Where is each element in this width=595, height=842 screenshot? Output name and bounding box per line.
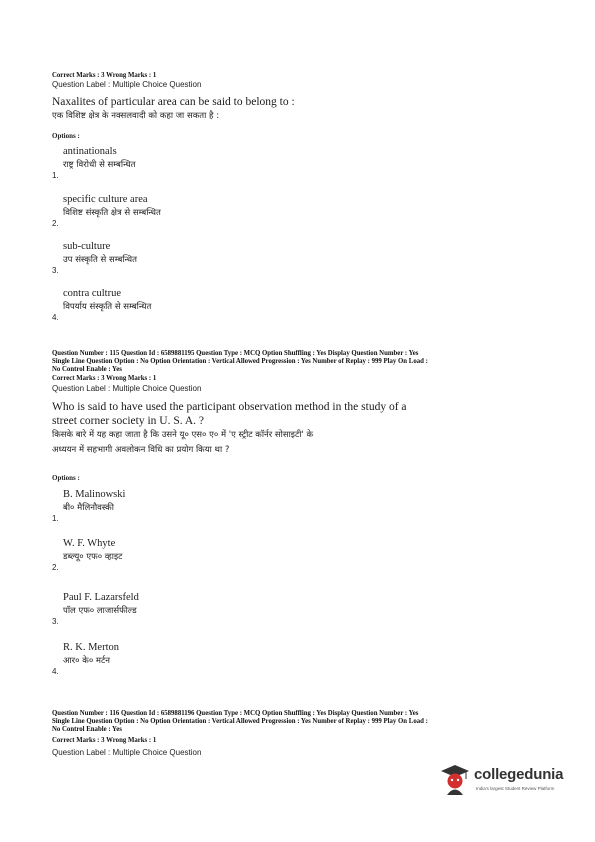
option-text-en: specific culture area — [63, 194, 148, 205]
q114-option-4 — [52, 287, 452, 323]
option-text-en: antinationals — [63, 146, 117, 157]
q115-meta-line-3: No Control Enable : Yes — [52, 366, 122, 373]
option-text-hi: विशिष्ट संस्कृति क्षेत्र से सम्बन्धित — [63, 208, 161, 218]
q115-marks: Correct Marks : 3 Wrong Marks : 1 — [52, 375, 157, 382]
q114-option-2 — [52, 193, 452, 229]
option-text-hi: आर० के० मर्टन — [63, 656, 111, 666]
q116-meta-line-2: Single Line Question Option : No Option Orientation : Vertical Allowed Progression : Yes Number of Replay : 999 Play On Load : — [52, 718, 428, 725]
q116-meta-line-1: Question Number : 116 Question Id : 6589881196 Question Type : MCQ Option Shuffling : Yes Display Question Number : Yes — [52, 710, 419, 717]
option-text-en: R. K. Merton — [63, 642, 119, 653]
collegedunia-logo — [438, 762, 573, 804]
q114-label: Question Label : Multiple Choice Question — [52, 80, 202, 89]
q114-option-3 — [52, 240, 452, 276]
option-number: 3. — [52, 266, 59, 275]
option-number: 3. — [52, 617, 59, 626]
option-text-hi: बी० मैलिनौवस्की — [63, 503, 114, 513]
option-text-hi: पॉल एफ० लाजार्सफील्ड — [63, 606, 137, 616]
option-text-hi: डब्ल्यू० एफ० व्हाइट — [63, 552, 123, 562]
q114-text-hi: एक विशिष्ट क्षेत्र के नक्सलवादी को कहा जा सकता है : — [52, 111, 220, 121]
option-number: 2. — [52, 219, 59, 228]
q115-text-hi-line-2: अध्ययन में सहभागी अवलोकन विधि का प्रयोग किया था ? — [52, 445, 230, 455]
option-number: 4. — [52, 313, 59, 322]
q114-marks: Correct Marks : 3 Wrong Marks : 1 — [52, 72, 157, 79]
q115-label: Question Label : Multiple Choice Question — [52, 384, 202, 393]
option-number: 1. — [52, 171, 59, 180]
graduate-mascot-icon — [440, 764, 470, 796]
option-text-hi: विपर्याय संस्कृति से सम्बन्धित — [63, 302, 152, 312]
q115-text-en-line-1: Who is said to have used the participant observation method in the study of a — [52, 401, 407, 413]
option-text-en: W. F. Whyte — [63, 538, 116, 549]
q115-option-2 — [52, 537, 452, 573]
q115-meta-line-2: Single Line Question Option : No Option Orientation : Vertical Allowed Progression : Yes Number of Replay : 999 Play On Load : — [52, 358, 428, 365]
logo-tagline: India's largest Student Review Platform — [476, 786, 555, 791]
logo-brand-text: collegedunia — [474, 766, 564, 783]
q115-text-hi-line-1: किसके बारे में यह कहा जाता है कि उसने यू० एस० ए० में 'ए स्ट्रीट कॉर्नर सोसाइटी' के — [52, 430, 314, 440]
option-text-en: Paul F. Lazarsfeld — [63, 592, 139, 603]
q116-label: Question Label : Multiple Choice Question — [52, 748, 202, 757]
q115-option-1 — [52, 488, 452, 524]
q116-meta-line-3: No Control Enable : Yes — [52, 726, 122, 733]
q115-options-heading: Options : — [52, 474, 80, 482]
option-text-hi: उप संस्कृति से सम्बन्धित — [63, 255, 137, 265]
q116-marks: Correct Marks : 3 Wrong Marks : 1 — [52, 737, 157, 744]
q114-text-en: Naxalites of particular area can be said to belong to : — [52, 96, 295, 108]
option-number: 2. — [52, 563, 59, 572]
option-text-en: B. Malinowski — [63, 489, 126, 500]
q115-option-4 — [52, 641, 452, 677]
option-number: 4. — [52, 667, 59, 676]
q115-meta-line-1: Question Number : 115 Question Id : 6589881195 Question Type : MCQ Option Shuffling : Yes Display Question Number : Yes — [52, 350, 419, 357]
option-text-en: contra cultrue — [63, 288, 122, 299]
option-text-hi: राष्ट्र विरोधी से सम्बन्धित — [63, 160, 136, 170]
q115-text-en-line-2: street corner society in U. S. A. ? — [52, 415, 205, 427]
q115-option-3 — [52, 591, 452, 627]
option-text-en: sub-culture — [63, 241, 111, 252]
option-number: 1. — [52, 514, 59, 523]
q114-options-heading: Options : — [52, 132, 80, 140]
q114-option-1 — [52, 145, 452, 181]
